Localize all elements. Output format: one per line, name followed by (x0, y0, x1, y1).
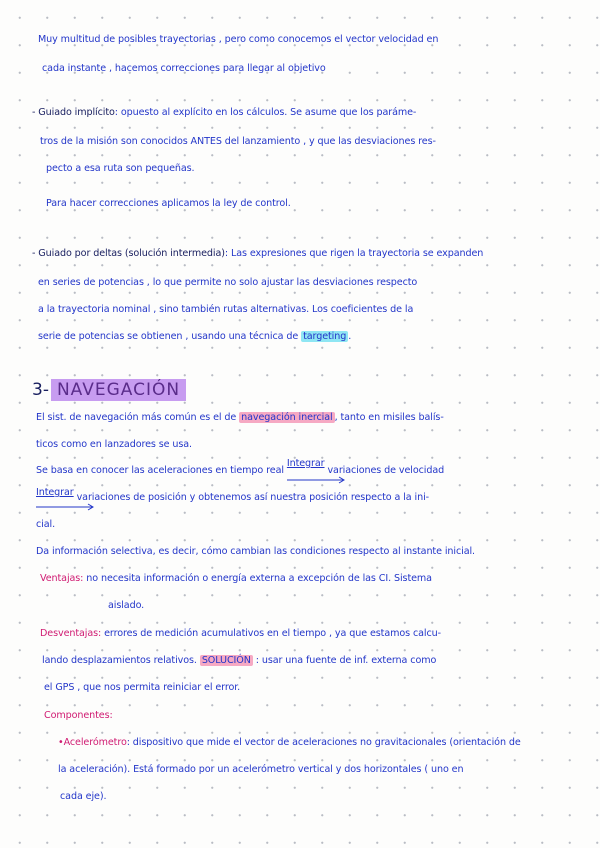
integrar-arrow-1 (286, 458, 325, 476)
desventajas-text: errores de medición acumulativos en el tiempo , ya que estamos calcu- (101, 628, 441, 639)
inercial-highlight: navegación inercial (241, 412, 333, 423)
right-arrow-icon (287, 476, 347, 484)
text-line-5: pecto a esa ruta son pequeñas. (46, 163, 195, 174)
nav-line-5: cial. (36, 519, 56, 530)
acelerometro-label: Acelerómetro (63, 737, 127, 748)
section-number: 3- (32, 380, 49, 400)
section-title: NAVEGACIÓN (51, 379, 186, 401)
nav-line-6: Da información selectiva, es decir, cómo cambian las condiciones respecto al instante inicial. (36, 546, 475, 557)
acelerometro-line-2: la aceleración). Está formado por un acelerómetro vertical y dos horizontales ( uno en (58, 764, 464, 775)
solucion-highlight: SOLUCIÓN (201, 655, 251, 666)
text-line-10 (38, 331, 351, 342)
nav-line-3-b: variaciones de velocidad (324, 465, 445, 476)
nav-line-3-a: Se basa en conocer las aceleraciones en tiempo real (36, 465, 287, 476)
desventajas-line-2 (42, 655, 436, 666)
acelerometro-line-3: cada eje). (60, 791, 107, 802)
ventajas-line-2: aislado. (108, 600, 145, 611)
guiado-implicito-label: - Guiado implícito (32, 107, 115, 118)
integrar-arrow-2 (36, 487, 74, 503)
nav-line-2: ticos como en lanzadores se usa. (36, 439, 193, 450)
ventajas-label: Ventajas: (40, 573, 84, 584)
integrar-label-1: Integrar (286, 458, 325, 469)
nav-line-1-a: El sist. de navegación más común es el de (36, 412, 240, 423)
desventajas-label: Desventajas: (40, 628, 102, 639)
bullet-icon: • (58, 737, 64, 748)
componentes-label: Componentes: (44, 710, 113, 721)
ventajas-line (40, 573, 432, 584)
nav-line-1 (36, 412, 444, 423)
desventajas-line-2-a: lando desplazamientos relativos. (42, 655, 200, 666)
text-line-10-b: . (348, 331, 352, 342)
right-arrow-icon (36, 503, 96, 511)
text-line-4: tros de la misión son conocidos ANTES del lanzamiento , y que las desviaciones res- (40, 136, 436, 147)
integrar-label-2: Integrar (36, 487, 74, 498)
guiado-implicito-text: : opuesto al explícito en los cálculos. Se asume que los paráme- (114, 107, 417, 118)
acelerometro-line (58, 737, 521, 748)
guiado-deltas-heading (32, 248, 483, 259)
acelerometro-text: : dispositivo que mide el vector de aceleraciones no gravitacionales (orientación de (126, 737, 521, 748)
targeting-highlight: targeting (303, 331, 347, 342)
guiado-deltas-text: : Las expresiones que rigen la trayectoria se expanden (224, 248, 484, 259)
nav-line-1-b: , tanto en misiles balís- (334, 412, 444, 423)
desventajas-line (40, 628, 441, 639)
section-heading (32, 380, 186, 400)
text-line-10-a: serie de potencias se obtienen , usando una técnica de (38, 331, 302, 342)
desventajas-line-2-b: : usar una fuente de inf. externa como (252, 655, 437, 666)
text-line-9: a la trayectoria nominal , sino también rutas alternativas. Los coeficientes de la (38, 304, 414, 315)
nav-line-4 (36, 487, 430, 503)
nav-line-4-b: variaciones de posición y obtenemos así nuestra posición respecto a la ini- (73, 492, 430, 503)
desventajas-line-3: el GPS , que nos permita reiniciar el error. (44, 682, 241, 693)
text-line-1: Muy multitud de posibles trayectorias , pero como conocemos el vector velocidad en (38, 34, 439, 45)
guiado-deltas-label: - Guiado por deltas (solución intermedia) (32, 248, 225, 259)
text-line-2: cada instante , hacemos correcciones para llegar al objetivo (42, 63, 326, 74)
nav-line-3 (36, 458, 445, 476)
guiado-implicito-heading (32, 107, 416, 118)
text-line-6: Para hacer correcciones aplicamos la ley de control. (46, 198, 291, 209)
ventajas-text: no necesita información o energía externa a excepción de las CI. Sistema (83, 573, 432, 584)
text-line-8: en series de potencias , lo que permite no solo ajustar las desviaciones respecto (38, 277, 418, 288)
